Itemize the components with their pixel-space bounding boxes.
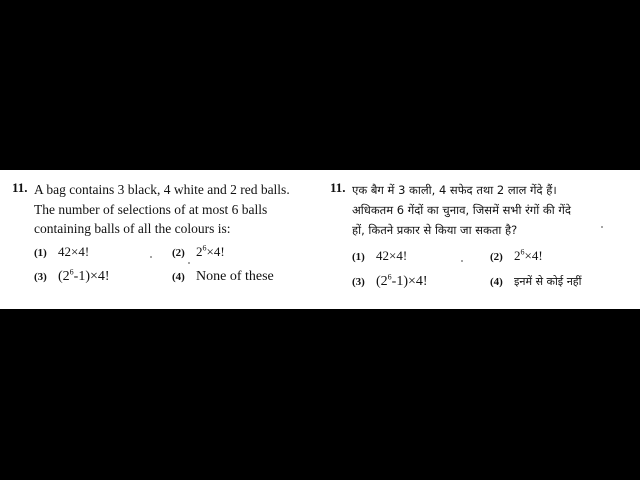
option-base: 2 — [196, 244, 203, 259]
option-base: (2 — [376, 274, 388, 289]
option-base: (2 — [58, 269, 70, 284]
question-line: अधिकतम 6 गेंदों का चुनाव, जिसमें सभी रंगों की गेंदे — [352, 203, 571, 217]
option-exponent: 6 — [69, 267, 74, 277]
option-4 — [490, 274, 582, 289]
option-3 — [34, 269, 110, 285]
question-number: 11. — [330, 180, 346, 195]
option-3 — [352, 274, 428, 290]
stray-mark — [188, 262, 190, 264]
option-text — [514, 248, 543, 264]
option-exponent: 6 — [387, 272, 392, 282]
option-2 — [172, 244, 225, 260]
question-panel — [0, 170, 640, 309]
option-value: 42×4! — [376, 248, 408, 263]
option-label: (4) — [172, 271, 185, 283]
option-label: (1) — [34, 247, 47, 259]
option-suffix: -1)×4! — [73, 269, 110, 284]
question-number: 11. — [12, 180, 28, 195]
option-exponent: 6 — [520, 247, 525, 257]
option-4 — [172, 269, 274, 285]
question-text — [34, 180, 308, 239]
option-value: 42×4! — [58, 244, 90, 259]
stray-mark — [150, 256, 152, 258]
option-text — [376, 248, 407, 264]
option-1 — [34, 244, 89, 260]
option-suffix: -1)×4! — [391, 274, 428, 289]
option-label: (2) — [490, 251, 503, 263]
option-2 — [490, 248, 543, 264]
option-label: (3) — [352, 276, 365, 288]
option-suffix: ×4! — [206, 244, 225, 259]
option-text: इनमें से कोई नहीं — [514, 275, 582, 288]
option-label: (3) — [34, 271, 47, 283]
question-line: A bag contains 3 black, 4 white and 2 red balls. — [34, 182, 290, 197]
question-line: containing balls of all the colours is: — [34, 221, 231, 236]
option-1 — [352, 248, 407, 264]
option-label: (2) — [172, 247, 185, 259]
option-exponent: 6 — [202, 243, 207, 253]
stray-mark — [601, 226, 603, 228]
option-base: 2 — [514, 248, 521, 263]
question-line: हों, कितने प्रकार से किया जा सकता है? — [352, 223, 518, 237]
option-text — [376, 274, 428, 290]
question-line: The number of selections of at most 6 balls — [34, 201, 268, 217]
option-text: None of these — [196, 269, 274, 284]
question-text — [352, 180, 630, 240]
stray-mark — [461, 260, 463, 262]
option-suffix: ×4! — [524, 248, 543, 263]
option-label: (4) — [490, 276, 503, 288]
option-text — [58, 244, 89, 260]
question-line: एक बैग में 3 काली, 4 सफेद तथा 2 लाल गेंदे हैं। — [352, 183, 557, 197]
option-label: (1) — [352, 251, 365, 263]
option-text — [58, 269, 110, 285]
option-text — [196, 244, 225, 260]
